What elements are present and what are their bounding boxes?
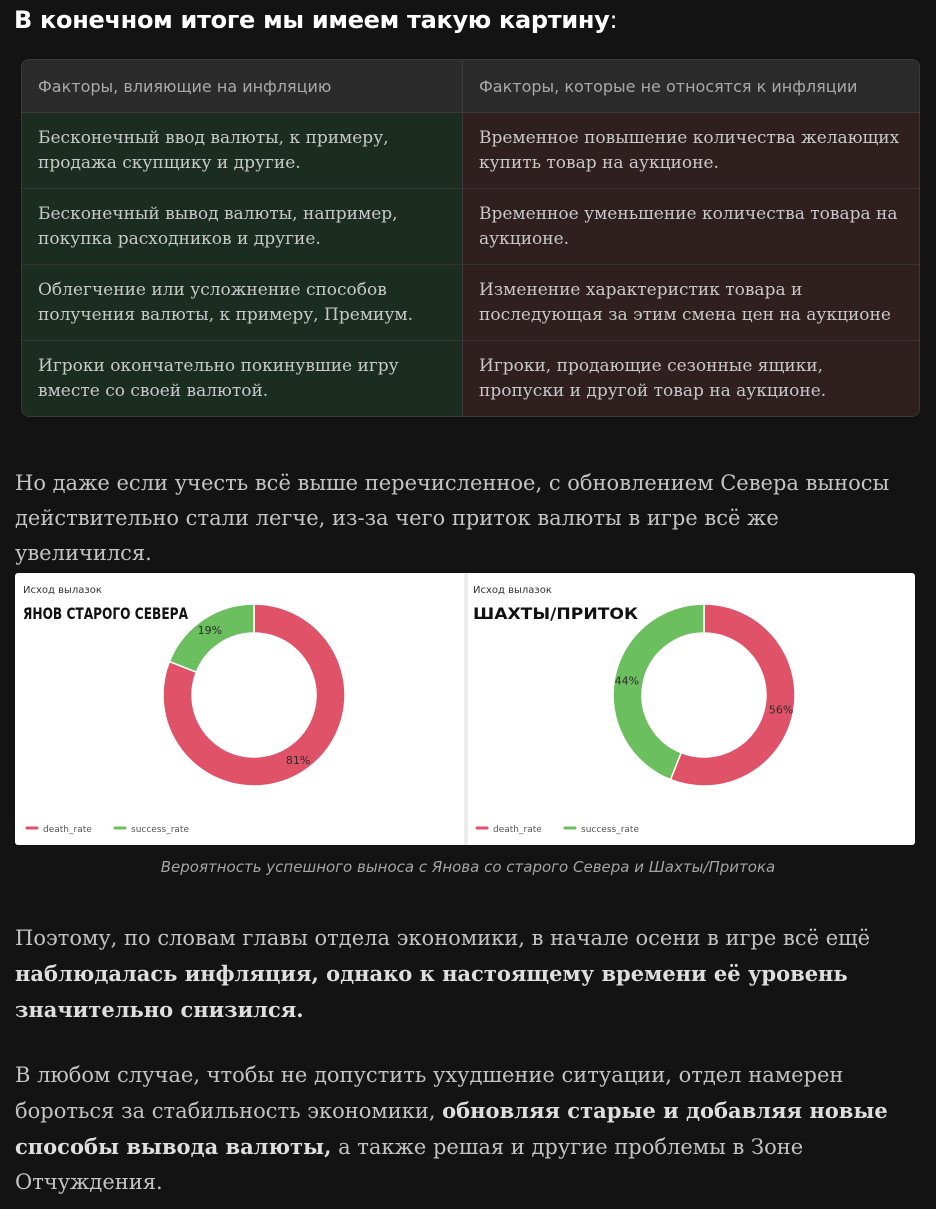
paragraph-text: В любом случае, чтобы не допустить ухудшение ситуации, отдел намерен бороться за стабильность экономики, <box>15 1063 844 1123</box>
paragraph-text: а также решая и другие проблемы в Зоне Отчуждения. <box>15 1135 804 1194</box>
table-header-row <box>22 60 919 113</box>
legend-label: success_rate <box>131 825 189 835</box>
heading-colon: : <box>609 6 618 34</box>
legend-label: death_rate <box>43 825 92 835</box>
chart-subtitle: Исход вылазок <box>473 585 552 596</box>
table-row <box>22 189 919 265</box>
header-non-inflation-factors: Факторы, которые не относятся к инфляции <box>463 60 919 113</box>
inflation-factor-cell: Бесконечный ввод валюты, к примеру, продажа скупщику и другие. <box>22 113 463 189</box>
chart-title: ШАХТЫ/ПРИТОК <box>473 604 638 623</box>
paragraph-inflation-status <box>15 921 920 1028</box>
inflation-factor-cell: Облегчение или усложнение способов получения валюты, к примеру, Премиум. <box>22 265 463 341</box>
slice-label: 81% <box>285 753 311 767</box>
paragraph-bold-text: наблюдалась инфляция, однако к настоящему времени её уровень значительно снизился. <box>15 961 848 1022</box>
paragraph-north-update: Но даже если учесть всё выше перечисленное, с обновлением Севера выносы действительно стали легче, из-за чего приток валюты в игре всё же увеличился. <box>15 471 890 565</box>
chart-title: ЯНОВ СТАРОГО СЕВЕРА <box>23 604 189 623</box>
non-inflation-factor-cell: Изменение характеристик товара и последующая за этим смена цен на аукционе <box>463 265 919 341</box>
section-heading <box>14 2 617 38</box>
header-inflation-factors: Факторы, влияющие на инфляцию <box>22 60 463 113</box>
table-row <box>22 265 919 341</box>
paragraph-text: Поэтому, по словам главы отдела экономики, в начале осени в игре всё ещё <box>15 926 871 950</box>
chart-subtitle: Исход вылазок <box>23 585 102 596</box>
non-inflation-factor-cell: Игроки, продающие сезонные ящики, пропуски и другой товар на аукционе. <box>463 341 919 416</box>
chart-divider <box>464 573 468 845</box>
factors-table <box>21 59 920 417</box>
inflation-factor-cell: Игроки окончательно покинувшие игру вместе со своей валютой. <box>22 341 463 416</box>
donut-slice-success-rate <box>613 604 704 780</box>
non-inflation-factor-cell: Временное уменьшение количества товара на аукционе. <box>463 189 919 265</box>
legend-label: death_rate <box>493 825 542 835</box>
slice-label: 56% <box>768 703 794 717</box>
donut-chart-yanov <box>19 577 464 841</box>
charts-panel <box>15 573 915 845</box>
paragraph-economy-plans <box>15 1058 920 1200</box>
non-inflation-factor-cell: Временное повышение количества желающих купить товар на аукционе. <box>463 113 919 189</box>
chart-caption: Вероятность успешного выноса с Янова со старого Севера и Шахты/Притока <box>160 858 776 876</box>
donut-chart-mines <box>469 577 914 841</box>
chart-mines <box>469 577 914 841</box>
slice-label: 44% <box>614 674 640 688</box>
legend-label: success_rate <box>581 825 639 835</box>
table-row <box>22 341 919 416</box>
paragraph-bold-text: обновляя старые и добавляя новые способы вывода валюты, <box>15 1098 888 1159</box>
table-row <box>22 113 919 189</box>
chart-yanov <box>19 577 464 841</box>
inflation-factor-cell: Бесконечный вывод валюты, например, покупка расходников и другие. <box>22 189 463 265</box>
slice-label: 19% <box>197 624 223 638</box>
heading-text: В конечном итоге мы имеем такую картину <box>14 6 610 34</box>
